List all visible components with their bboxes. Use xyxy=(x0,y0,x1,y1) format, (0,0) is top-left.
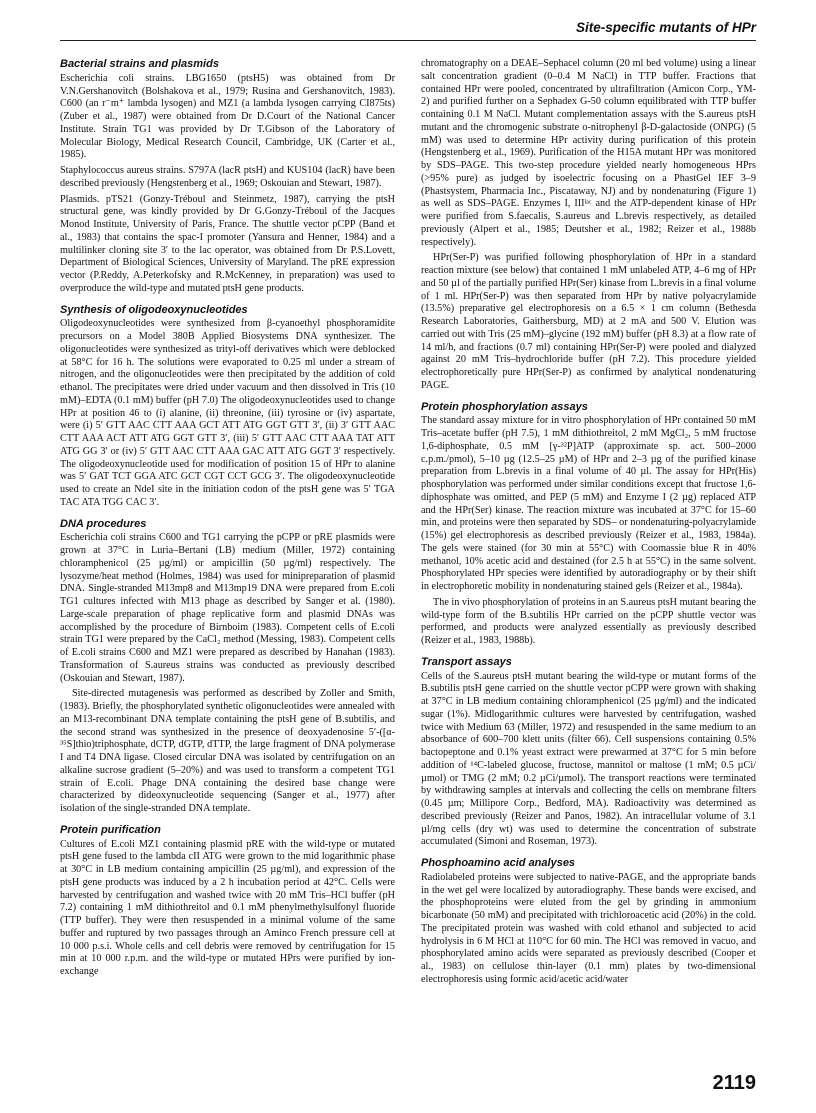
paragraph-chromatography: chromatography on a DEAE–Sephacel column (20 ml bed volume) using a linear salt concentration gradient (0–0.4 M NaCl) in TTP buffer. Fractions that contained HPr were pooled, concentrated by ultrafiltration (Amicon Corp., YM-2) and purified further on a Sephadex G-50 column equilibrated with TTP buffer containing 0.1 M NaCl. Mutant complementation assays with the S.aureus ptsH mutant and the chromogenic substrate o-nitrophenyl β-D-galactoside (ONPG) (5 mM) was used to determine HPr activity during purification of this protein (Hengstenberg et al., 1969). Purification of the H15A mutant HPr was monitored by SDS–PAGE. This two-step procedure yielded nearly homogeneous HPrs (>95% pure) as judged by isoelectric focusing on a PhastGel IEF 3–9 (Phastsystem, Pharmacia Inc., Piscataway, NJ) and by nondenaturing (Figure 1) as well as SDS–PAGE. Enzymes I, IIIˡᵃᶜ and the ATP-dependent kinase of HPr were purified from S.faecalis, S.aureus and L.brevis respectively, as detailed previously (Alpert et al., 1985; Deutsher et al., 1982; Reizer et al., 1988b respectively). xyxy=(421,58,756,248)
header-rule xyxy=(60,40,756,41)
paragraph-protein-purification: Cultures of E.coli MZ1 containing plasmid pRE with the wild-type or mutated ptsH gene fused to the lambda cII ATG were grown to the mid logarithmic phase at 30°C in LB medium containing ampicillin (25 µg/ml), and expression of the ptsH gene products was induced by a 2 h incubation period at 42°C. Cells were harvested by centrifugation and washed twice with 20 mM Tris–HCl buffer (pH 7.2) containing 1 mM dithiothreitol and 0.1 mM phenylmethylsulfonyl fluoride (TTP buffer). They were then resuspended in a minimal volume of the same buffer and ruptured by two passages through an Aminco French pressure cell at 10 000 p.s.i. Whole cells and cell debris were removed by centrifugation for 15 min at 10 000 r.p.m. and the wild-type or mutated HPrs were purified by ion-exchange xyxy=(60,838,395,977)
section-heading-phosphorylation-assays: Protein phosphorylation assays xyxy=(421,400,588,413)
paragraph-ecoli-strains: Escherichia coli strains. LBG1650 (ptsH5) was obtained from Dr V.N.Gershanovitch (Bolshakova et al., 1979; Rusina and Gershanovitch, 1983). C600 (an r⁻m⁺ lambda lysogen) and MZ1 (a lambda lysogen carrying CI875ts) (Zuber et al., 1987) were obtained from Dr D.Court of the National Cancer Institute. Strain TG1 was provided by Dr T.Gibson of the Laboratory of Molecular Biology, Medical Research Council, Cambridge, UK (Carter et al., 1985). xyxy=(60,72,395,161)
paragraph-phosphoamino-acid: Radiolabeled proteins were subjected to native-PAGE, and the appropriate bands in the wet gel were localized by autoradiography. These bands were excised, and the phosphoproteins were eluted from the gel by grinding in ammonium bicarbonate (50 mM) and precipitated with trichloroacetic acid (20%) in the cold. The precipitated protein was washed with cold ethanol and subjected to acid hydrolysis in 6 M HCl at 110°C for 60 min. The HCl was removed in vacuo, and phosphorylated amino acids were separated as previously described (Cooper et al., 1983) on cellulose thin-layer (0.1 mm) plates by two-dimensional electrophoresis using formic acid/acetic acid/water xyxy=(421,871,756,985)
left-column xyxy=(60,46,395,982)
paragraph-dna-procedures-2: Site-directed mutagenesis was performed as described by Zoller and Smith, (1983). Briefly, the phosphorylated synthetic oligonucleotides were annealed with an M13-recombinant DNA template containing the ptsH gene of B.subtilis, and the second strand was synthesized in the presence of deoxyadenosine 5′-([α-³⁵S]thio)triphosphate, dCTP, dGTP, dTTP, the large fragment of DNA polymerase I and T4 DNA ligase. Closed circular DNA was isolated by centrifugation on an alkaline sucrose gradient (5–20%) and was used to transform a competent TG1 strain of E.coli. Phage DNA containing the desired base change were characterized by dideoxynucleotide sequencing (Sanger et al., 1977) after isolation of the single-stranded DNA template. xyxy=(60,688,395,814)
paragraph-staph-strains: Staphylococcus aureus strains. S797A (lacR ptsH) and KUS104 (lacR) have been described previously (Hengstenberg et al., 1969; Oskouian and Stewart, 1987). xyxy=(60,165,395,189)
paragraph-plasmids: Plasmids. pTS21 (Gonzy-Tréboul and Steinmetz, 1987), carrying the ptsH structural gene, was kindly provided by Dr G.Gonzy-Tréboul of the Jacques Monod Institute, University of Paris, France. The shuttle vector pCPP (Band et al., 1983) that contains the spac-I promoter (Yansura and Henner, 1984) and a multilinker cloning site 3′ to the lac operator, was obtained from Dr P.S.Lovett, Department of Biological Sciences, University of Maryland. The pRE expression vector (P.Reddy, A.Peterkofsky and R.McKenney, in preparation) was used to overproduce the wild-type and mutated ptsH gene products. xyxy=(60,193,395,294)
section-heading-bacterial-strains: Bacterial strains and plasmids xyxy=(60,58,219,70)
paragraph-oligo-synthesis: Oligodeoxynucleotides were synthesized from β-cyanoethyl phosphoramidite precursors on a Model 380B Applied Biosystems DNA synthesizer. The oligonucleotides were synthesized as trityl-off derivatives which were deblocked at 58°C for 16 h. The solutions were evaporated to 0.25 ml under a stream of nitrogen, and the oligonucleotides were then precipitated by the addition of cold ethanol. The precipitates were dried under vacuum and then dissolved in Tris (10 mM)–EDTA (0.1 mM) buffer (pH 7.0) The oligodeoxynucleotides used to change HPr at position 46 to (i) alanine, (ii) threonine, (iii) tyrosine or (iv) aspartate, were (i) 5′ GTT AAC CTT AAA GCT ATT ATG GGT GTT 3′, (ii) 3′ GTT AAC CTT AAA ACT ATT ATG GGT GTT 3′, (iii) 5′ GTT AAC CTT AAA TAT ATT ATG GG 3′ or (iv) 5′ GTT AAC CTT AAA GAC ATT ATG GGT 3′ respectively. The oligodeoxynucleotide used for modification of position 15 of HPr to alanine was 5′ GAT TCT GGA ATC GCT CGT CCT GCG 3′. The oligodeoxynucleotide used to create an NdeI site in the initiation codon of the ptsH gene was 5′ TGA TAC ATA TGG CAC 3′. xyxy=(60,318,395,508)
paragraph-transport-assays: Cells of the S.aureus ptsH mutant bearing the wild-type or mutant forms of the B.subtilis ptsH gene carried on the shuttle vector pCPP were grown with shaking at 37°C in LB medium containing chloramphenicol (25 µg/ml) and the indicated sugar (1%). Midlogarithmic cultures were harvested by centrifugation, washed twice with Medium 63 (Miller, 1972) and resuspended in the same medium to an absorbance of 600–700 klett units (filter 66). Cell suspensions containing 0.5% bactopeptone and 0.1% yeast extract were prewarmed at 37°C for 5 min before addition of ¹⁴C-labeled glucose, fructose, mannitol or maltose (1 mM; 0.5 µCi/µmol) or TMG (2 mM; 0.2 µCi/µmol). The transport reactions were terminated by withdrawing samples at intervals and collecting the cells on membrane filters (0.45 µm; Millipore Corp., Bedford, MA). Radioactivity was determined as described previously (Reizer and Panos, 1982). An intracellular volume of 3.1 µl/mg cells (dry wt) was used to determine the concentration of substrate accumulated (Simoni and Roseman, 1973). xyxy=(421,670,756,848)
section-heading-protein-purification: Protein purification xyxy=(60,823,161,836)
section-heading-phosphoamino-acid: Phosphoamino acid analyses xyxy=(421,857,576,869)
paragraph-hpr-ser-p: HPr(Ser-P) was purified following phosphorylation of HPr in a standard reaction mixture (see below) that contained 1 mM unlabeled ATP, 4–6 mg of HPr and 50 µl of the partially purified HPr(Ser) kinase from L.brevis in a final volume of 1 ml. HPr(Ser-P) was then separated from HPr by native polyacrylamide (13.5%) preparative gel electrophoresis on a 6.5 × 1 cm column (Bethesda Research Laboratories, Gaithersburg, MD) at 2 mA and 500 V. Elution was carried out with Tris (25 mM)–glycine (192 mM) buffer (pH 8.3) at a flow rate of 14 ml/h, and fractions (0.7 ml) containing HPr(Ser-P) were pooled and dialyzed against 20 mM Tris–hydrochloride buffer (pH 7.2). This procedure yielded electrophoretically pure HPr(Ser-P) as confirmed by analytical nondenaturing PAGE. xyxy=(421,252,756,391)
paragraph-phosphorylation-2: The in vivo phosphorylation of proteins in an S.aureus ptsH mutant bearing the wild-type form of the B.subtilis HPr carried on the pCPP shuttle vector was performed, and products were analyzed essentially as previously described (Reizer et al., 1983, 1988b). xyxy=(421,596,756,646)
section-heading-oligo-synthesis: Synthesis of oligodeoxynucleotides xyxy=(60,303,248,316)
section-heading-dna-procedures: DNA procedures xyxy=(60,517,147,530)
paragraph-phosphorylation-1: The standard assay mixture for in vitro phosphorylation of HPr contained 50 mM Tris–acetate buffer (pH 7.5), 1 mM dithiothreitol, 2 mM MgCl₂, 5 mM fructose 1,6-diphosphate, 0.5 mM [γ-³²P]ATP (approximate sp. act. 500–2000 c.p.m./pmol), 5–10 µg (12.5–25 µM) of HPr and 2–3 µg of the purified kinase preparation from L.brevis in a final volume of 40 µl. The assay for HPr(His) phosphorylation was performed under similar conditions except that fructose 1,6-diphosphate was omitted, and PEP (5 mM) and Enzyme I (2 µg) replaced ATP and the HPr(Ser) kinase. The reaction mixture was incubated at 37°C for 15–60 min, and proteins were then separated by SDS– or nondenaturing-polyacrylamide (15%) gel electrophoresis as described previously (Reizer et al., 1983, 1984a). The gels were stained (for 30 min at 55°C) with Coomassie blue R in 40% methanol, 10% acetic acid and destained (for 2.5 h at 55°C) in the same solvent. Phosphorylated HPr species were identified by autoradiography or by their shift in electrophoretic mobility in nondenaturing stained gels (Reizer et al., 1984a). xyxy=(421,415,756,592)
page-number: 2119 xyxy=(712,1072,756,1094)
right-column xyxy=(421,46,756,990)
section-heading-transport-assays: Transport assays xyxy=(421,655,512,668)
paragraph-dna-procedures-1: Escherichia coli strains C600 and TG1 carrying the pCPP or pRE plasmids were grown at 37°C in Luria–Bertani (LB) medium (Miller, 1972) containing chloramphenicol (25 µg/ml) or ampicillin (50 µg/ml) respectively. The lysozyme/heat method (Holmes, 1984) was used for minipreparation of plasmid DNA. Single-stranded M13mp8 and M13mp19 DNA were prepared from E.coli TG1 cultures infected with M13 phage as described by Sanger et al. (1980). Large-scale preparation of phage replicative form and plasmid DNAs was accomplished by the procedure of Birnboim (1983). Competent cells of E.coli strain TG1 were prepared by the CaCl₂ method (Messing, 1983). Competent cells of E.coli strains C600 and MZ1 were prepared as described by Hanahan (1983). Transformation of S.aureus strains was conducted as previously described (Oskouian and Stewart, 1987). xyxy=(60,532,395,684)
running-header: Site-specific mutants of HPr xyxy=(575,20,756,35)
